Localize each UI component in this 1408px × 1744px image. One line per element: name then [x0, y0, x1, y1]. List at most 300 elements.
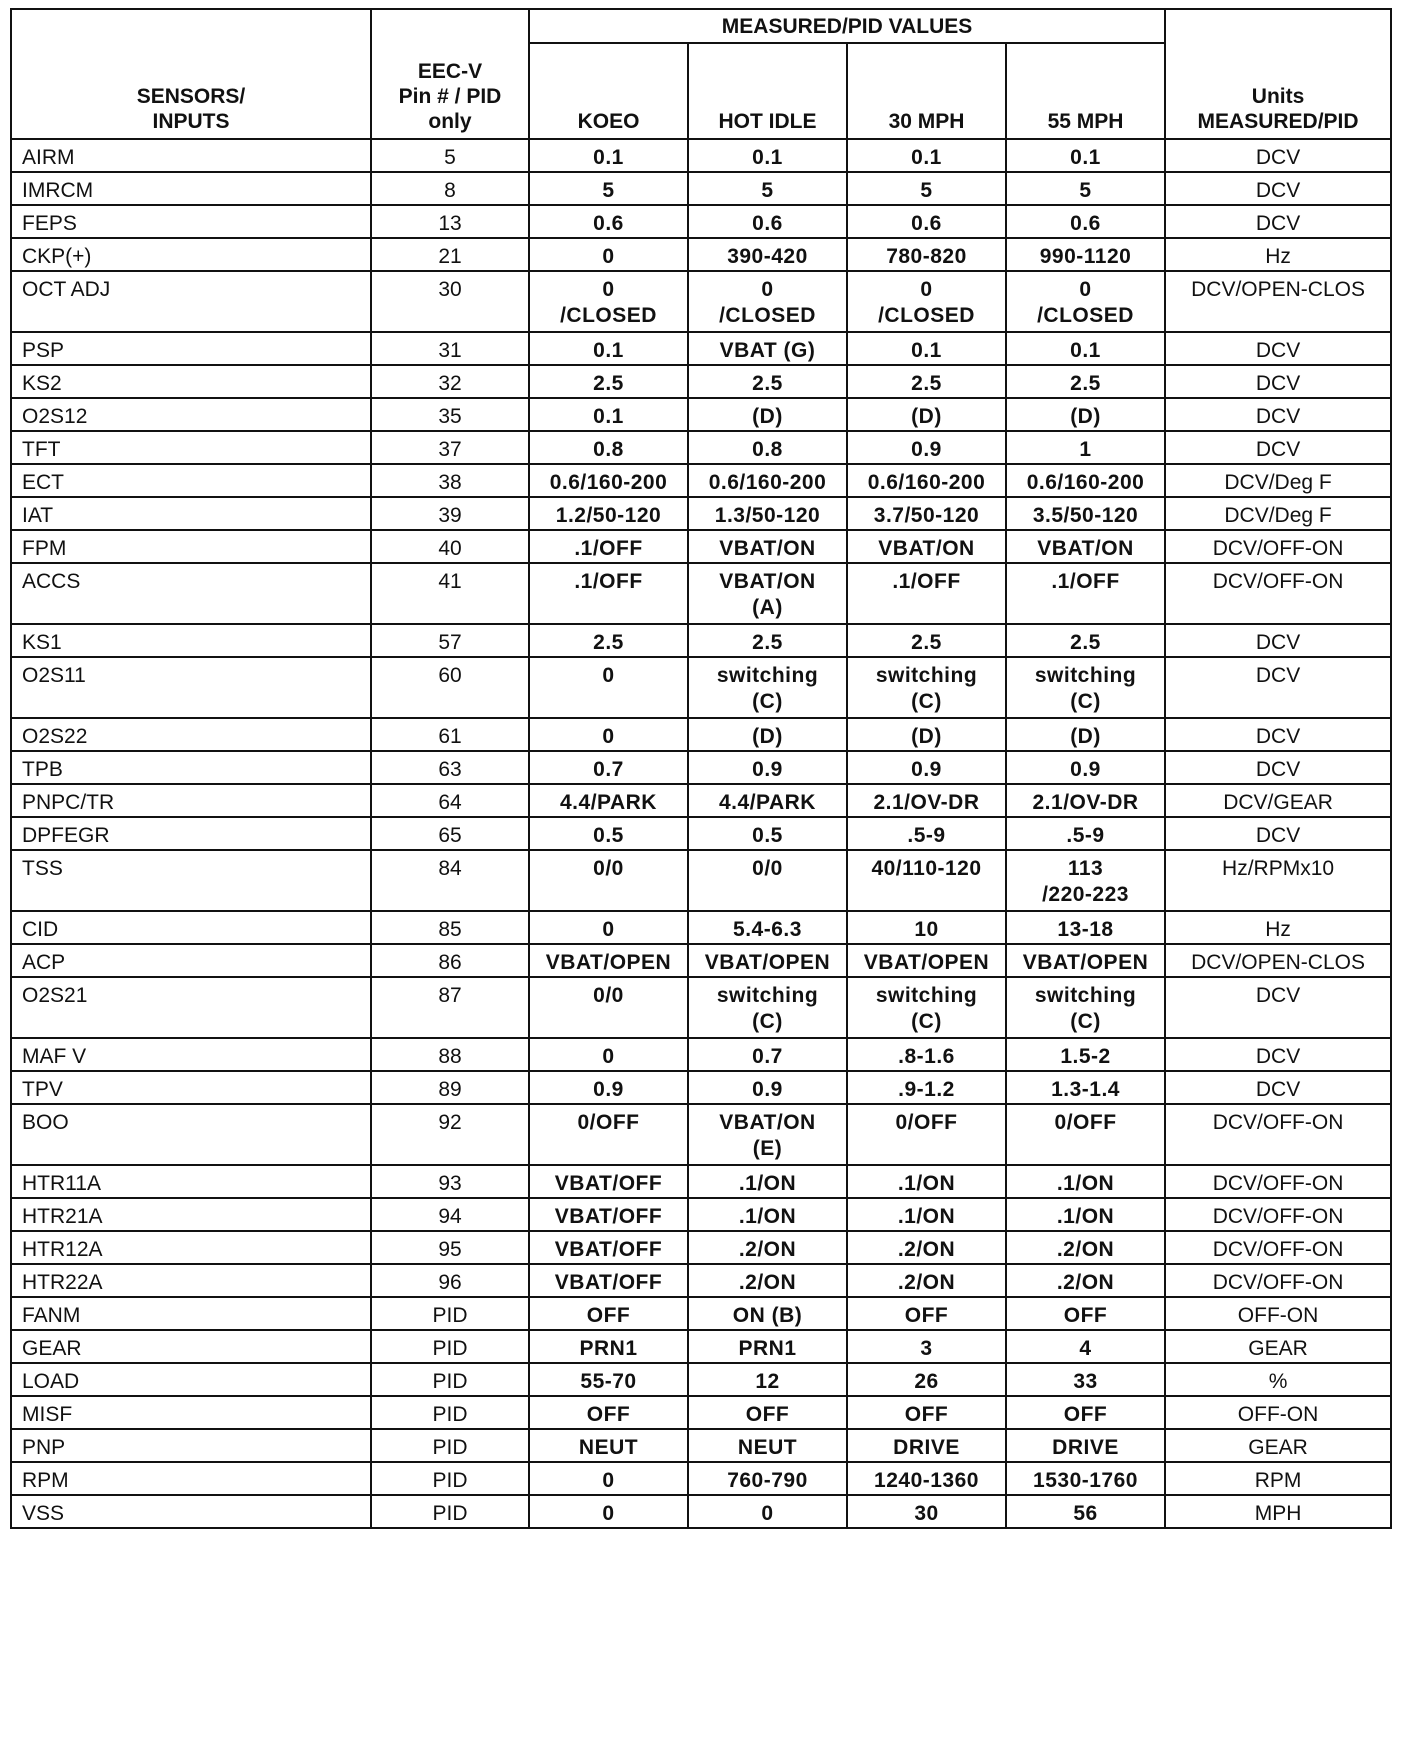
table-row — [11, 1363, 1391, 1396]
55-mph-value-cell: 990-1120 — [1006, 238, 1165, 271]
hot-idle-value-cell: PRN1 — [688, 1330, 847, 1363]
hot-idle-value-cell: .1/ON — [688, 1198, 847, 1231]
pin-number-cell: 57 — [371, 624, 529, 657]
koeo-value-cell: 0.1 — [529, 398, 688, 431]
sensor-name-cell: IAT — [11, 497, 371, 530]
55-mph-value-cell: .2/ON — [1006, 1264, 1165, 1297]
units-cell: GEAR — [1165, 1429, 1391, 1462]
pin-number-cell: 35 — [371, 398, 529, 431]
pin-number-cell: 96 — [371, 1264, 529, 1297]
sensor-name-cell: O2S11 — [11, 657, 371, 718]
hot-idle-value-cell: 5 — [688, 172, 847, 205]
units-cell: DCV/OFF-ON — [1165, 563, 1391, 624]
pin-number-cell: 89 — [371, 1071, 529, 1104]
koeo-value-cell: 1.2/50-120 — [529, 497, 688, 530]
pin-number-cell: 40 — [371, 530, 529, 563]
koeo-value-cell: 55-70 — [529, 1363, 688, 1396]
units-cell: Hz — [1165, 911, 1391, 944]
hot-idle-header: HOT IDLE — [688, 43, 847, 139]
koeo-value-cell: 2.5 — [529, 365, 688, 398]
koeo-value-cell: 0.6 — [529, 205, 688, 238]
sensor-name-cell: RPM — [11, 1462, 371, 1495]
table-row — [11, 530, 1391, 563]
sensor-name-cell: ACP — [11, 944, 371, 977]
koeo-value-cell: 0 /CLOSED — [529, 271, 688, 332]
30-mph-value-cell: OFF — [847, 1297, 1006, 1330]
pin-number-cell: 63 — [371, 751, 529, 784]
pin-number-cell: 38 — [371, 464, 529, 497]
30-mph-value-cell: .8-1.6 — [847, 1038, 1006, 1071]
table-row — [11, 1231, 1391, 1264]
pin-number-cell: PID — [371, 1429, 529, 1462]
sensor-name-cell: AIRM — [11, 139, 371, 172]
units-cell: DCV — [1165, 172, 1391, 205]
pin-number-cell: 61 — [371, 718, 529, 751]
koeo-value-cell: 0 — [529, 1038, 688, 1071]
hot-idle-value-cell: .2/ON — [688, 1264, 847, 1297]
table-row — [11, 1165, 1391, 1198]
units-cell: DCV/Deg F — [1165, 497, 1391, 530]
units-cell: OFF-ON — [1165, 1297, 1391, 1330]
koeo-value-cell: 5 — [529, 172, 688, 205]
30-mph-value-cell: 2.5 — [847, 624, 1006, 657]
hot-idle-value-cell: switching (C) — [688, 977, 847, 1038]
table-row — [11, 944, 1391, 977]
pin-number-cell: 65 — [371, 817, 529, 850]
table-row — [11, 911, 1391, 944]
pin-number-cell: PID — [371, 1396, 529, 1429]
sensor-name-cell: CID — [11, 911, 371, 944]
55-mph-value-cell: VBAT/OPEN — [1006, 944, 1165, 977]
pin-number-cell: PID — [371, 1297, 529, 1330]
pin-number-cell: 5 — [371, 139, 529, 172]
sensor-name-cell: O2S12 — [11, 398, 371, 431]
pin-number-cell: 60 — [371, 657, 529, 718]
55-mph-value-cell: OFF — [1006, 1297, 1165, 1330]
measured-pid-values-header: MEASURED/PID VALUES — [529, 9, 1165, 43]
table-row — [11, 1429, 1391, 1462]
koeo-value-cell: 0.1 — [529, 139, 688, 172]
sensors-inputs-header: SENSORS/ INPUTS — [11, 9, 371, 139]
units-cell: DCV/OFF-ON — [1165, 1198, 1391, 1231]
units-cell: DCV — [1165, 365, 1391, 398]
pin-number-cell: 86 — [371, 944, 529, 977]
30-mph-value-cell: VBAT/ON — [847, 530, 1006, 563]
55-mph-value-cell: (D) — [1006, 718, 1165, 751]
sensor-name-cell: OCT ADJ — [11, 271, 371, 332]
pin-pid-header: EEC-V Pin # / PID only — [371, 9, 529, 139]
table-row — [11, 1495, 1391, 1528]
30-mph-value-cell: 0.6/160-200 — [847, 464, 1006, 497]
hot-idle-value-cell: 12 — [688, 1363, 847, 1396]
units-cell: OFF-ON — [1165, 1396, 1391, 1429]
sensor-name-cell: KS1 — [11, 624, 371, 657]
koeo-value-cell: VBAT/OFF — [529, 1198, 688, 1231]
pin-number-cell: 87 — [371, 977, 529, 1038]
koeo-value-cell: 0.1 — [529, 332, 688, 365]
table-row — [11, 172, 1391, 205]
hot-idle-value-cell: (D) — [688, 398, 847, 431]
hot-idle-value-cell: (D) — [688, 718, 847, 751]
30-mph-value-cell: (D) — [847, 398, 1006, 431]
koeo-value-cell: OFF — [529, 1297, 688, 1330]
table-row — [11, 563, 1391, 624]
sensor-name-cell: PNP — [11, 1429, 371, 1462]
sensor-name-cell: O2S21 — [11, 977, 371, 1038]
30-mph-value-cell: switching (C) — [847, 977, 1006, 1038]
30-mph-value-cell: 0.6 — [847, 205, 1006, 238]
55-mph-value-cell: .1/OFF — [1006, 563, 1165, 624]
table-row — [11, 497, 1391, 530]
table-row — [11, 977, 1391, 1038]
sensor-name-cell: ECT — [11, 464, 371, 497]
koeo-value-cell: 0 — [529, 238, 688, 271]
30-mph-value-cell: 3 — [847, 1330, 1006, 1363]
units-cell: Hz/RPMx10 — [1165, 850, 1391, 911]
units-cell: DCV — [1165, 718, 1391, 751]
hot-idle-value-cell: 0.8 — [688, 431, 847, 464]
hot-idle-value-cell: 1.3/50-120 — [688, 497, 847, 530]
30-mph-value-cell: .9-1.2 — [847, 1071, 1006, 1104]
units-cell: DCV/OFF-ON — [1165, 530, 1391, 563]
koeo-value-cell: 0 — [529, 1495, 688, 1528]
koeo-header: KOEO — [529, 43, 688, 139]
koeo-value-cell: OFF — [529, 1396, 688, 1429]
sensor-name-cell: IMRCM — [11, 172, 371, 205]
hot-idle-value-cell: 0 — [688, 1495, 847, 1528]
table-row — [11, 431, 1391, 464]
sensor-name-cell: PNPC/TR — [11, 784, 371, 817]
55-mph-value-cell: 0.6/160-200 — [1006, 464, 1165, 497]
units-cell: GEAR — [1165, 1330, 1391, 1363]
55-mph-value-cell: 0.9 — [1006, 751, 1165, 784]
hot-idle-value-cell: VBAT/ON — [688, 530, 847, 563]
sensor-name-cell: HTR11A — [11, 1165, 371, 1198]
koeo-value-cell: 0.9 — [529, 1071, 688, 1104]
30-mph-value-cell: switching (C) — [847, 657, 1006, 718]
sensor-name-cell: TPV — [11, 1071, 371, 1104]
hot-idle-value-cell: VBAT/OPEN — [688, 944, 847, 977]
sensor-name-cell: ACCS — [11, 563, 371, 624]
hot-idle-value-cell: 0.5 — [688, 817, 847, 850]
units-cell: DCV — [1165, 1038, 1391, 1071]
30-mph-value-cell: 2.1/OV-DR — [847, 784, 1006, 817]
koeo-value-cell: PRN1 — [529, 1330, 688, 1363]
units-cell: DCV — [1165, 817, 1391, 850]
55-mph-value-cell: 1530-1760 — [1006, 1462, 1165, 1495]
sensor-name-cell: FANM — [11, 1297, 371, 1330]
55-mph-value-cell: OFF — [1006, 1396, 1165, 1429]
30-mph-value-cell: .2/ON — [847, 1231, 1006, 1264]
sensor-name-cell: TSS — [11, 850, 371, 911]
hot-idle-value-cell: .2/ON — [688, 1231, 847, 1264]
55-mph-value-cell: 5 — [1006, 172, 1165, 205]
30-mph-value-cell: (D) — [847, 718, 1006, 751]
hot-idle-value-cell: 2.5 — [688, 624, 847, 657]
koeo-value-cell: 0 — [529, 657, 688, 718]
55-mph-value-cell: 4 — [1006, 1330, 1165, 1363]
30-mph-value-cell: .1/ON — [847, 1198, 1006, 1231]
units-header: Units MEASURED/PID — [1165, 9, 1391, 139]
hot-idle-value-cell: NEUT — [688, 1429, 847, 1462]
units-cell: DCV — [1165, 139, 1391, 172]
30-mph-value-cell: 5 — [847, 172, 1006, 205]
hot-idle-value-cell: 0.9 — [688, 1071, 847, 1104]
30-mph-value-cell: 3.7/50-120 — [847, 497, 1006, 530]
hot-idle-value-cell: 760-790 — [688, 1462, 847, 1495]
sensor-name-cell: HTR12A — [11, 1231, 371, 1264]
30-mph-value-cell: 26 — [847, 1363, 1006, 1396]
sensor-name-cell: TFT — [11, 431, 371, 464]
table-row — [11, 850, 1391, 911]
sensor-name-cell: HTR22A — [11, 1264, 371, 1297]
pin-number-cell: PID — [371, 1495, 529, 1528]
units-cell: DCV/OFF-ON — [1165, 1264, 1391, 1297]
table-row — [11, 718, 1391, 751]
units-cell: DCV/OFF-ON — [1165, 1165, 1391, 1198]
pin-number-cell: 92 — [371, 1104, 529, 1165]
sensor-name-cell: FPM — [11, 530, 371, 563]
30-mph-value-cell: 0.9 — [847, 431, 1006, 464]
table-row — [11, 624, 1391, 657]
units-cell: DCV — [1165, 751, 1391, 784]
hot-idle-value-cell: 0/0 — [688, 850, 847, 911]
table-body — [11, 139, 1391, 1528]
table-row — [11, 398, 1391, 431]
pin-number-cell: 39 — [371, 497, 529, 530]
55-mph-value-cell: .1/ON — [1006, 1198, 1165, 1231]
pid-values-sheet — [10, 8, 1390, 1529]
hot-idle-value-cell: 390-420 — [688, 238, 847, 271]
table-row — [11, 817, 1391, 850]
units-cell: MPH — [1165, 1495, 1391, 1528]
30-mph-value-cell: 0/OFF — [847, 1104, 1006, 1165]
55-mph-value-cell: 3.5/50-120 — [1006, 497, 1165, 530]
units-cell: DCV — [1165, 332, 1391, 365]
table-row — [11, 1396, 1391, 1429]
sensor-name-cell: DPFEGR — [11, 817, 371, 850]
units-cell: DCV — [1165, 977, 1391, 1038]
55-mph-value-cell: VBAT/ON — [1006, 530, 1165, 563]
units-cell: Hz — [1165, 238, 1391, 271]
table-row — [11, 751, 1391, 784]
table-row — [11, 657, 1391, 718]
pin-number-cell: 31 — [371, 332, 529, 365]
table-row — [11, 1462, 1391, 1495]
units-cell: DCV — [1165, 1071, 1391, 1104]
koeo-value-cell: 2.5 — [529, 624, 688, 657]
table-row — [11, 1104, 1391, 1165]
pin-number-cell: PID — [371, 1363, 529, 1396]
55-mph-header: 55 MPH — [1006, 43, 1165, 139]
55-mph-value-cell: 1 — [1006, 431, 1165, 464]
sensor-name-cell: HTR21A — [11, 1198, 371, 1231]
55-mph-value-cell: .5-9 — [1006, 817, 1165, 850]
55-mph-value-cell: 33 — [1006, 1363, 1165, 1396]
30-mph-value-cell: 40/110-120 — [847, 850, 1006, 911]
koeo-value-cell: 0 — [529, 911, 688, 944]
30-mph-value-cell: VBAT/OPEN — [847, 944, 1006, 977]
30-mph-value-cell: 0.9 — [847, 751, 1006, 784]
sensor-name-cell: MAF V — [11, 1038, 371, 1071]
55-mph-value-cell: 0.6 — [1006, 205, 1165, 238]
30-mph-value-cell: 2.5 — [847, 365, 1006, 398]
hot-idle-value-cell: VBAT (G) — [688, 332, 847, 365]
table-row — [11, 1330, 1391, 1363]
table-row — [11, 1264, 1391, 1297]
pin-number-cell: 30 — [371, 271, 529, 332]
30-mph-value-cell: 0 /CLOSED — [847, 271, 1006, 332]
koeo-value-cell: VBAT/OFF — [529, 1264, 688, 1297]
koeo-value-cell: 0/0 — [529, 850, 688, 911]
55-mph-value-cell: 56 — [1006, 1495, 1165, 1528]
sensor-name-cell: VSS — [11, 1495, 371, 1528]
units-cell: DCV — [1165, 657, 1391, 718]
30-mph-value-cell: 0.1 — [847, 332, 1006, 365]
55-mph-value-cell: .1/ON — [1006, 1165, 1165, 1198]
table-row — [11, 1038, 1391, 1071]
pin-number-cell: 21 — [371, 238, 529, 271]
55-mph-value-cell: switching (C) — [1006, 977, 1165, 1038]
units-cell: DCV/Deg F — [1165, 464, 1391, 497]
pin-number-cell: 93 — [371, 1165, 529, 1198]
hot-idle-value-cell: VBAT/ON (A) — [688, 563, 847, 624]
hot-idle-value-cell: 5.4-6.3 — [688, 911, 847, 944]
hot-idle-value-cell: .1/ON — [688, 1165, 847, 1198]
hot-idle-value-cell: OFF — [688, 1396, 847, 1429]
pin-number-cell: 84 — [371, 850, 529, 911]
units-cell: RPM — [1165, 1462, 1391, 1495]
hot-idle-value-cell: 4.4/PARK — [688, 784, 847, 817]
table-row — [11, 238, 1391, 271]
55-mph-value-cell: 2.5 — [1006, 624, 1165, 657]
pin-number-cell: 13 — [371, 205, 529, 238]
units-cell: DCV/OFF-ON — [1165, 1104, 1391, 1165]
koeo-value-cell: .1/OFF — [529, 563, 688, 624]
table-row — [11, 784, 1391, 817]
pin-number-cell: 37 — [371, 431, 529, 464]
hot-idle-value-cell: VBAT/ON (E) — [688, 1104, 847, 1165]
table-row — [11, 1198, 1391, 1231]
table-row — [11, 139, 1391, 172]
pin-number-cell: 88 — [371, 1038, 529, 1071]
pin-number-cell: PID — [371, 1330, 529, 1363]
hot-idle-value-cell: 0.9 — [688, 751, 847, 784]
koeo-value-cell: VBAT/OFF — [529, 1231, 688, 1264]
30-mph-value-cell: 10 — [847, 911, 1006, 944]
55-mph-value-cell: 2.1/OV-DR — [1006, 784, 1165, 817]
units-cell: DCV — [1165, 205, 1391, 238]
table-row — [11, 464, 1391, 497]
koeo-value-cell: 0.6/160-200 — [529, 464, 688, 497]
units-cell: DCV/GEAR — [1165, 784, 1391, 817]
sensor-name-cell: LOAD — [11, 1363, 371, 1396]
30-mph-header: 30 MPH — [847, 43, 1006, 139]
koeo-value-cell: 0/OFF — [529, 1104, 688, 1165]
55-mph-value-cell: 2.5 — [1006, 365, 1165, 398]
pin-number-cell: 85 — [371, 911, 529, 944]
table-row — [11, 205, 1391, 238]
units-cell: DCV/OPEN-CLOS — [1165, 944, 1391, 977]
pin-number-cell: 64 — [371, 784, 529, 817]
sensor-values-table — [10, 8, 1392, 1529]
table-row — [11, 332, 1391, 365]
55-mph-value-cell: 0.1 — [1006, 332, 1165, 365]
koeo-value-cell: 0 — [529, 718, 688, 751]
55-mph-value-cell: switching (C) — [1006, 657, 1165, 718]
55-mph-value-cell: DRIVE — [1006, 1429, 1165, 1462]
koeo-value-cell: 4.4/PARK — [529, 784, 688, 817]
pin-number-cell: 94 — [371, 1198, 529, 1231]
30-mph-value-cell: .2/ON — [847, 1264, 1006, 1297]
koeo-value-cell: 0.5 — [529, 817, 688, 850]
sensor-name-cell: O2S22 — [11, 718, 371, 751]
units-cell: DCV — [1165, 398, 1391, 431]
pin-number-cell: 8 — [371, 172, 529, 205]
koeo-value-cell: 0.8 — [529, 431, 688, 464]
30-mph-value-cell: 1240-1360 — [847, 1462, 1006, 1495]
sensor-name-cell: BOO — [11, 1104, 371, 1165]
units-cell: DCV/OFF-ON — [1165, 1231, 1391, 1264]
koeo-value-cell: .1/OFF — [529, 530, 688, 563]
table-row — [11, 1297, 1391, 1330]
sensor-name-cell: TPB — [11, 751, 371, 784]
table-row — [11, 365, 1391, 398]
pin-number-cell: 41 — [371, 563, 529, 624]
pin-number-cell: PID — [371, 1462, 529, 1495]
30-mph-value-cell: OFF — [847, 1396, 1006, 1429]
koeo-value-cell: NEUT — [529, 1429, 688, 1462]
table-row — [11, 271, 1391, 332]
30-mph-value-cell: .1/OFF — [847, 563, 1006, 624]
pin-number-cell: 95 — [371, 1231, 529, 1264]
hot-idle-value-cell: 0.6 — [688, 205, 847, 238]
sensor-name-cell: GEAR — [11, 1330, 371, 1363]
30-mph-value-cell: 780-820 — [847, 238, 1006, 271]
55-mph-value-cell: 0.1 — [1006, 139, 1165, 172]
sensor-name-cell: FEPS — [11, 205, 371, 238]
55-mph-value-cell: 13-18 — [1006, 911, 1165, 944]
units-cell: DCV — [1165, 431, 1391, 464]
30-mph-value-cell: .5-9 — [847, 817, 1006, 850]
hot-idle-value-cell: 0.6/160-200 — [688, 464, 847, 497]
sensor-name-cell: PSP — [11, 332, 371, 365]
hot-idle-value-cell: 2.5 — [688, 365, 847, 398]
30-mph-value-cell: .1/ON — [847, 1165, 1006, 1198]
30-mph-value-cell: 30 — [847, 1495, 1006, 1528]
units-cell: DCV — [1165, 624, 1391, 657]
koeo-value-cell: VBAT/OFF — [529, 1165, 688, 1198]
koeo-value-cell: VBAT/OPEN — [529, 944, 688, 977]
55-mph-value-cell: .2/ON — [1006, 1231, 1165, 1264]
hot-idle-value-cell: ON (B) — [688, 1297, 847, 1330]
hot-idle-value-cell: 0.1 — [688, 139, 847, 172]
units-cell: DCV/OPEN-CLOS — [1165, 271, 1391, 332]
55-mph-value-cell: 1.3-1.4 — [1006, 1071, 1165, 1104]
pin-number-cell: 32 — [371, 365, 529, 398]
sensor-name-cell: KS2 — [11, 365, 371, 398]
table-header — [11, 9, 1391, 139]
55-mph-value-cell: 1.5-2 — [1006, 1038, 1165, 1071]
units-cell: % — [1165, 1363, 1391, 1396]
hot-idle-value-cell: switching (C) — [688, 657, 847, 718]
hot-idle-value-cell: 0 /CLOSED — [688, 271, 847, 332]
30-mph-value-cell: 0.1 — [847, 139, 1006, 172]
table-row — [11, 1071, 1391, 1104]
55-mph-value-cell: 0 /CLOSED — [1006, 271, 1165, 332]
koeo-value-cell: 0/0 — [529, 977, 688, 1038]
koeo-value-cell: 0 — [529, 1462, 688, 1495]
